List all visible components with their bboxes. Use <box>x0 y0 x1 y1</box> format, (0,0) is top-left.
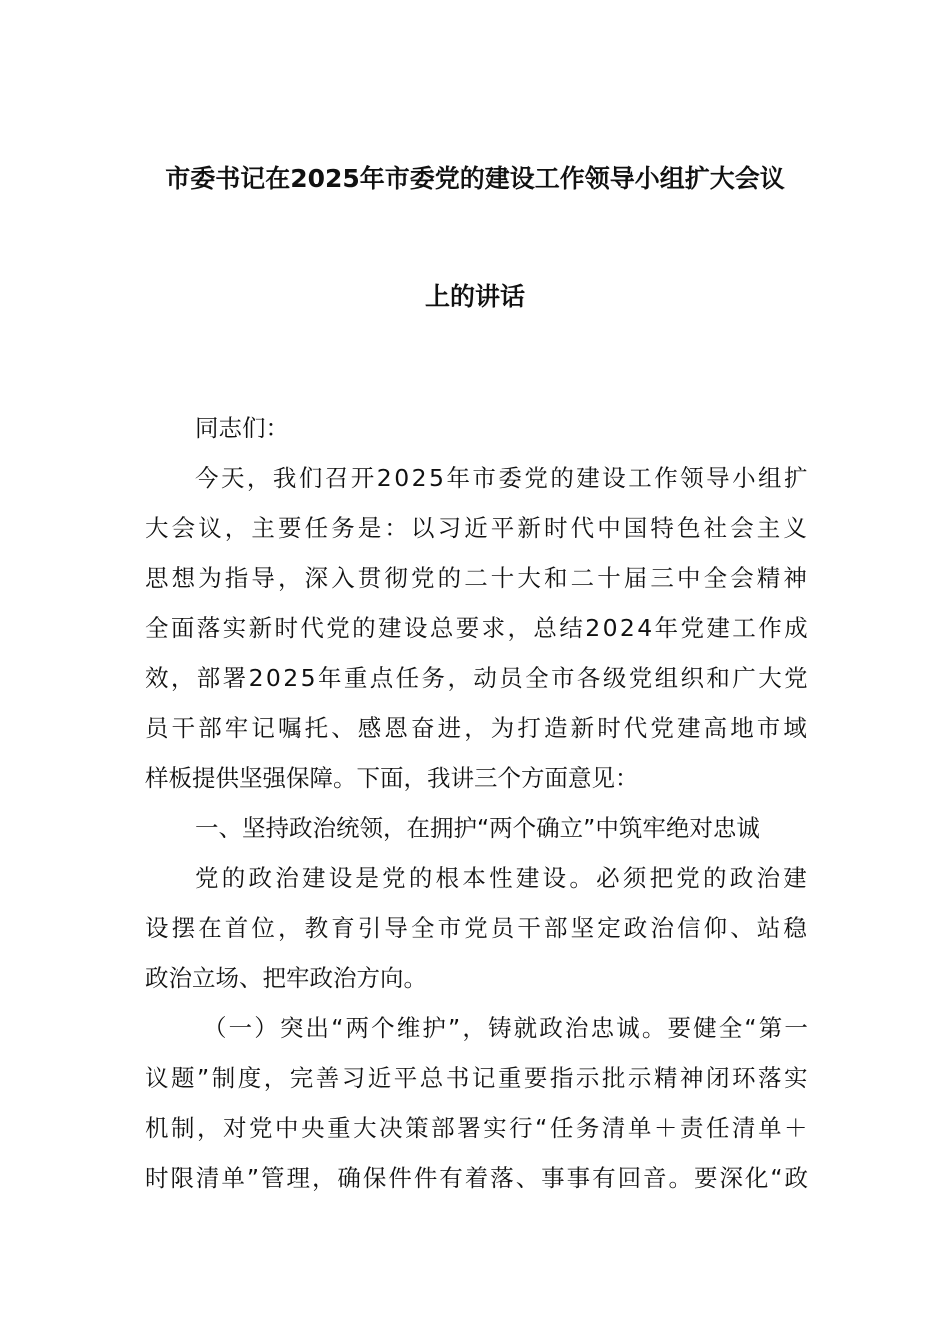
paragraph-line <box>145 853 810 903</box>
text-line: 时限清单”管理，确保件件有着落、事事有回音。要深化“政 <box>145 1164 810 1192</box>
paragraph-line <box>145 753 810 803</box>
paragraph-line <box>145 1153 810 1203</box>
text-line: 一、坚持政治统领，在拥护“两个确立”中筑牢绝对忠诚 <box>195 814 760 842</box>
text-line: （一）突出“两个维护”，铸就政治忠诚。要健全“第一 <box>203 1014 810 1042</box>
paragraph-line <box>145 453 810 503</box>
paragraph-line <box>145 503 810 553</box>
document-title-line-1: 市委书记在2025年市委党的建设工作领导小组扩大会议 <box>165 164 785 193</box>
paragraph-line <box>145 903 810 953</box>
text-line: 大会议，主要任务是：以习近平新时代中国特色社会主义 <box>145 514 810 542</box>
paragraph-line <box>145 1053 810 1103</box>
section-heading-line <box>145 803 810 853</box>
text-line: 样板提供坚强保障。下面，我讲三个方面意见： <box>145 764 639 792</box>
subsection-line <box>145 1003 810 1053</box>
text-line: 机制，对党中央重大决策部署实行“任务清单＋责任清单＋ <box>145 1114 810 1142</box>
paragraph-line <box>145 953 810 1003</box>
text-line: 党的政治建设是党的根本性建设。必须把党的政治建 <box>195 864 810 892</box>
text-line: 同志们： <box>195 414 289 442</box>
text-line: 设摆在首位，教育引导全市党员干部坚定政治信仰、站稳 <box>145 914 810 942</box>
text-line: 员干部牢记嘱托、感恩奋进，为打造新时代党建高地市域 <box>145 714 810 742</box>
paragraph-line <box>145 553 810 603</box>
document-title-line-2: 上的讲话 <box>424 282 525 311</box>
document-body <box>145 403 810 1203</box>
paragraph-line <box>145 653 810 703</box>
text-line: 议题”制度，完善习近平总书记重要指示批示精神闭环落实 <box>145 1064 810 1092</box>
text-line: 今天，我们召开2025年市委党的建设工作领导小组扩 <box>195 464 810 492</box>
paragraph-line <box>145 1103 810 1153</box>
paragraph-line <box>145 603 810 653</box>
text-line: 全面落实新时代党的建设总要求，总结2024年党建工作成 <box>145 614 810 642</box>
text-line: 效，部署2025年重点任务，动员全市各级党组织和广大党 <box>145 664 810 692</box>
salutation-line <box>145 403 810 453</box>
text-line: 政治立场、把牢政治方向。 <box>145 964 427 992</box>
text-line: 思想为指导，深入贯彻党的二十大和二十届三中全会精神 <box>145 564 810 592</box>
paragraph-line <box>145 703 810 753</box>
